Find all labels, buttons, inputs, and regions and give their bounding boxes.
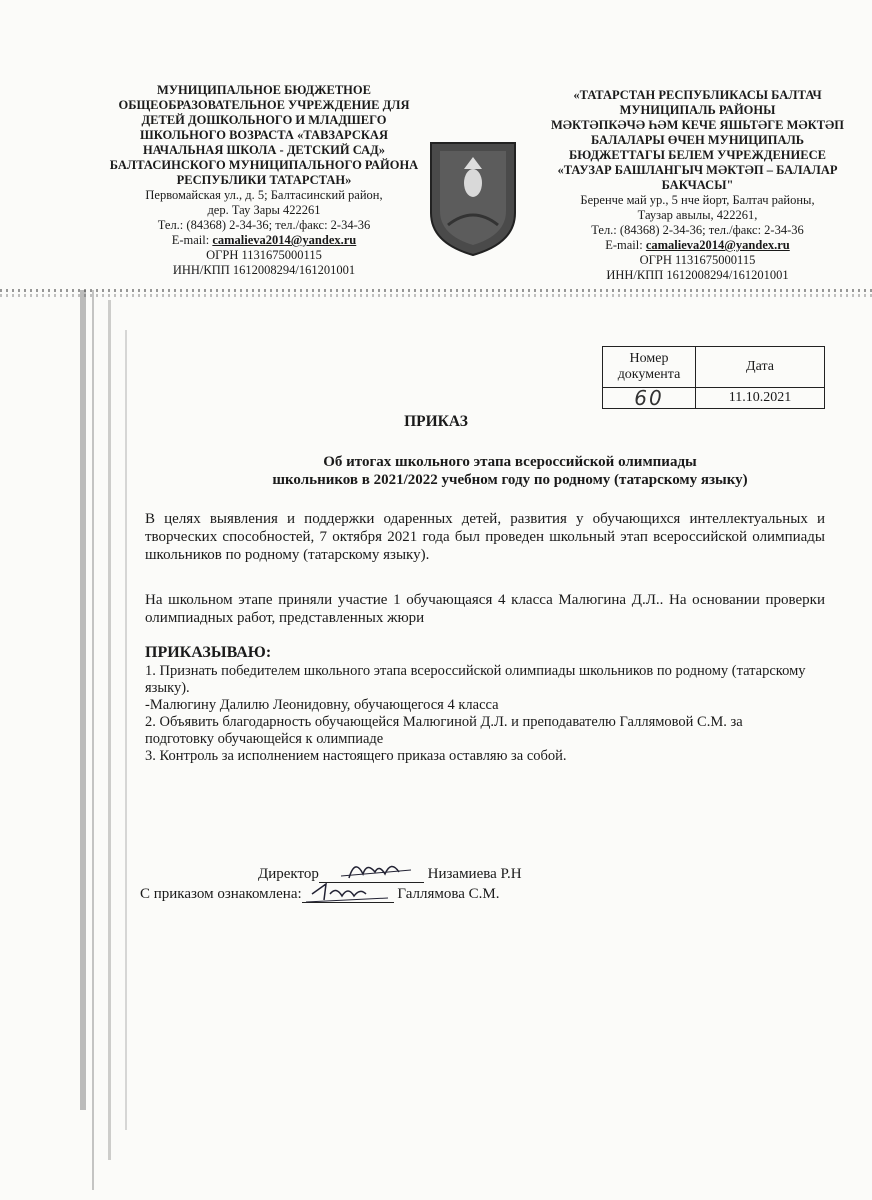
email-label: E-mail: <box>171 233 213 247</box>
email-label: E-mail: <box>605 238 646 252</box>
org-name-line: БАЛАЛАРЫ ӨЧЕН МУНИЦИПАЛЬ <box>590 133 805 147</box>
org-name-line: ОБЩЕОБРАЗОВАТЕЛЬНОЕ УЧРЕЖДЕНИЕ ДЛЯ <box>118 98 410 112</box>
director-name: Низамиева Р.Н <box>427 866 522 882</box>
ogrn: ОГРН 1131675000115 <box>206 248 322 262</box>
document-number-table <box>602 346 825 409</box>
address-line: Первомайская ул., д. 5; Балтасинский район, <box>145 188 383 202</box>
header-left <box>88 83 440 278</box>
scan-dotted-line <box>0 294 872 297</box>
paragraph-participants: На школьном этапе приняли участие 1 обучающаяся 4 класса Малюгина Д.Л.. На основании проверки олимпиадных работ, представленных жюри <box>145 592 825 626</box>
header-right <box>530 88 865 283</box>
paragraph-purpose: В целях выявления и поддержки одаренных детей, развития у обучающихся интеллектуальных и творческих способностей, 7 октября 2021 года был проведен школьный этап всероссийской олимпиады школьников по родному (татарскому языку). <box>145 511 825 563</box>
email-line <box>88 233 440 248</box>
inn: ИНН/КПП 1612008294/161201001 <box>172 263 356 277</box>
address-line: Таузар авылы, 422261, <box>637 208 758 222</box>
org-name-line: НАЧАЛЬНАЯ ШКОЛА - ДЕТСКИЙ САД» <box>142 143 386 157</box>
document-title: ПРИКАЗ <box>404 413 468 430</box>
org-name-line: МӘКТӘПКӘЧӘ ҺӘМ КЕЧЕ ЯШЬТӘГЕ МӘКТӘП <box>550 118 845 132</box>
director-label: Директор <box>258 866 319 882</box>
ogrn: ОГРН 1131675000115 <box>639 253 756 267</box>
order-item: 3. Контроль за исполнением настоящего приказа оставляю за собой. <box>145 748 567 764</box>
coat-of-arms-emblem <box>428 135 518 257</box>
doc-date-header: Дата <box>696 347 825 388</box>
email-link[interactable]: camalieva2014@yandex.ru <box>645 238 790 252</box>
email-link[interactable]: camalieva2014@yandex.ru <box>212 233 357 247</box>
org-name-line: БАЛТАСИНСКОГО МУНИЦИПАЛЬНОГО РАЙОНА <box>109 158 419 172</box>
scan-streak <box>125 330 127 1130</box>
org-name-line: РЕСПУБЛИКИ ТАТАРСТАН» <box>176 173 352 187</box>
doc-number-header: Номер документа <box>603 347 696 388</box>
ack-label: С приказом ознакомлена: <box>140 886 302 902</box>
ack-name: Галлямова С.М. <box>397 886 500 902</box>
org-name-line: ДЕТЕЙ ДОШКОЛЬНОГО И МЛАДШЕГО <box>141 113 387 127</box>
org-name-line: БАКЧАСЫ" <box>661 178 734 192</box>
address-line: Тел.: (84368) 2-34-36; тел./факс: 2-34-36 <box>591 223 804 237</box>
order-item: -Малюгину Далилю Леонидовну, обучающегося 4 класса <box>145 697 499 713</box>
inn: ИНН/КПП 1612008294/161201001 <box>606 268 789 282</box>
order-item: 1. Признать победителем школьного этапа всероссийской олимпиады школьников по родному (татарскому языку). <box>145 663 806 696</box>
order-items <box>145 663 815 765</box>
org-name-line: БЮДЖЕТТАГЫ БЕЛЕМ УЧРЕЖДЕНИЕСЕ <box>569 148 826 162</box>
signature-blank <box>302 888 394 903</box>
address-line: Тел.: (84368) 2-34-36; тел./факс: 2-34-36 <box>157 218 371 232</box>
subtitle-line: Об итогах школьного этапа всероссийской олимпиады <box>323 454 697 470</box>
org-name-line: МУНИЦИПАЛЬНОЕ БЮДЖЕТНОЕ <box>157 83 371 97</box>
doc-date-value: 11.10.2021 <box>696 388 825 409</box>
scan-dotted-line <box>0 289 872 292</box>
order-item: 2. Объявить благодарность обучающейся Малюгиной Д.Л. и преподавателю Галлямовой С.М. за подготовку обучающейся к олимпиаде <box>145 714 743 747</box>
org-name-line: «ТАУЗАР БАШЛАНГЫЧ МӘКТӘП – БАЛАЛАР <box>557 163 838 177</box>
doc-number-value: 60 <box>603 388 696 409</box>
org-name-line: ШКОЛЬНОГО ВОЗРАСТА «ТАВЗАРСКАЯ <box>140 128 388 142</box>
org-name-line: «ТАТАРСТАН РЕСПУБЛИКАСЫ БАЛТАЧ <box>573 88 822 102</box>
email-line <box>530 238 865 253</box>
acknowledgement-signature-line <box>140 886 500 903</box>
address-line: Беренче май ур., 5 нче йорт, Балтач районы, <box>580 193 815 207</box>
document-subtitle <box>230 453 790 489</box>
order-heading: ПРИКАЗЫВАЮ: <box>145 644 272 661</box>
org-name-line: МУНИЦИПАЛЬ РАЙОНЫ <box>619 103 776 117</box>
subtitle-line: школьников в 2021/2022 учебном году по родному (татарскому языку) <box>272 472 748 488</box>
handwritten-signature-icon <box>302 872 394 906</box>
address-line: дер. Тау Зары 422261 <box>207 203 321 217</box>
